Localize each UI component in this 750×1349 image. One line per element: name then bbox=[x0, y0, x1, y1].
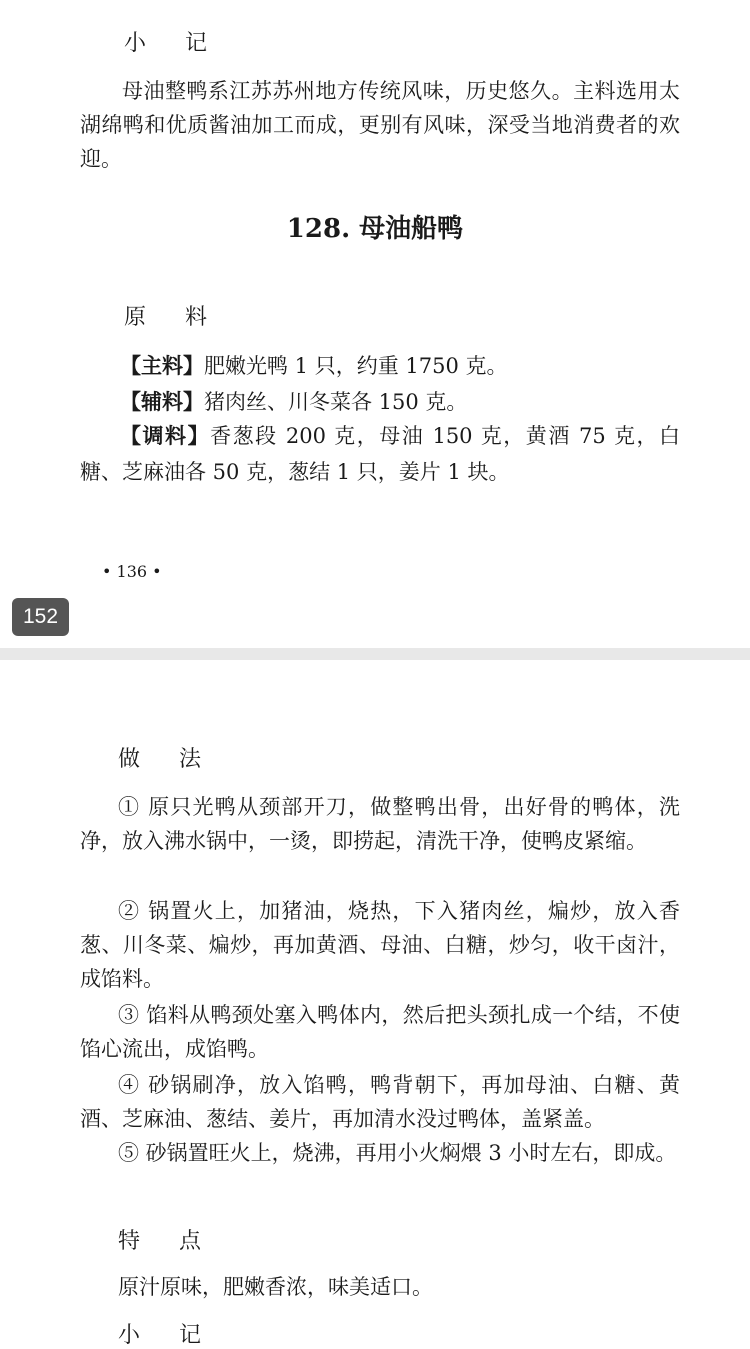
method-step-1: ① 原只光鸭从颈部开刀，做整鸭出骨，出好骨的鸭体，洗净，放入沸水锅中，一烫，即捞起，清洗干净，使鸭皮紧缩。 bbox=[80, 795, 680, 853]
page-separator bbox=[0, 648, 750, 660]
main-ingredient-line bbox=[120, 350, 508, 380]
note-heading: 小 记 bbox=[124, 31, 223, 56]
seasoning-line bbox=[80, 418, 680, 490]
method-step-2: ② 锅置火上，加猪油，烧热，下入猪肉丝，煸炒，放入香葱、川冬菜、煸炒，再加黄酒、母油、白糖，炒匀，收干卤汁，成馅料。 bbox=[80, 899, 680, 991]
ingredients-heading: 原 料 bbox=[124, 305, 223, 330]
next-note-heading-cutoff: 小 记 bbox=[118, 1323, 217, 1348]
aux-ingredient-line bbox=[120, 386, 467, 416]
method-step-5: ⑤ 砂锅置旺火上，烧沸，再用小火焖煨 3 小时左右，即成。 bbox=[118, 1141, 677, 1165]
method-heading: 做 法 bbox=[118, 747, 217, 772]
recipe-title: 128. 母油船鸭 bbox=[286, 214, 464, 244]
note-paragraph: 母油整鸭系江苏苏州地方传统风味，历史悠久。主料选用太湖绵鸭和优质酱油加工而成，更别有风味，深受当地消费者的欢迎。 bbox=[80, 79, 680, 171]
top-page bbox=[0, 0, 750, 648]
seasoning-text: 香葱段 200 克，母油 150 克，黄酒 75 克，白糖、芝麻油各 50 克，葱结 1 只，姜片 1 块。 bbox=[80, 424, 681, 484]
features-text: 原汁原味，肥嫩香浓，味美适口。 bbox=[118, 1275, 433, 1299]
bottom-page bbox=[0, 660, 750, 1334]
method-step-3: ③ 馅料从鸭颈处塞入鸭体内，然后把头颈扎成一个结，不使馅心流出，成馅鸭。 bbox=[80, 1003, 680, 1061]
page-number: • 136 • bbox=[102, 562, 162, 581]
features-heading: 特 点 bbox=[118, 1229, 217, 1254]
main-ingredient-text: 肥嫩光鸭 1 只，约重 1750 克。 bbox=[204, 354, 508, 378]
page-counter-badge: 152 bbox=[12, 598, 69, 636]
aux-ingredient-tag: 【辅料】 bbox=[120, 389, 204, 414]
seasoning-tag: 【调料】 bbox=[120, 423, 211, 448]
aux-ingredient-text: 猪肉丝、川冬菜各 150 克。 bbox=[204, 390, 468, 414]
method-step-4: ④ 砂锅刷净，放入馅鸭，鸭背朝下，再加母油、白糖、黄酒、芝麻油、葱结、姜片，再加清水没过鸭体，盖紧盖。 bbox=[80, 1073, 680, 1131]
main-ingredient-tag: 【主料】 bbox=[120, 353, 204, 378]
